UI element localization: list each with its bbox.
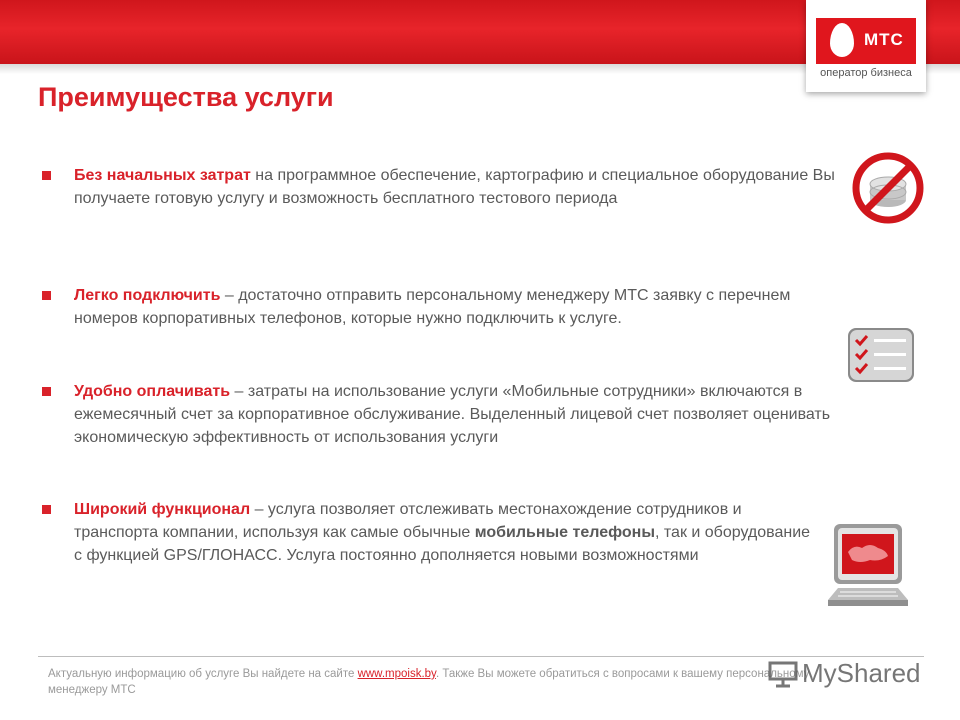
benefit-item — [42, 498, 812, 567]
benefit-item — [42, 164, 842, 210]
benefit-bold: мобильные телефоны — [474, 524, 655, 541]
benefit-highlight: Широкий функционал — [74, 501, 251, 518]
logo-tagline: оператор бизнеса — [820, 67, 912, 79]
bullet-icon — [42, 171, 51, 180]
watermark — [768, 658, 921, 689]
bullet-icon — [42, 387, 51, 396]
bullet-icon — [42, 505, 51, 514]
benefit-text — [74, 380, 892, 449]
benefit-text — [74, 498, 812, 567]
no-cost-icon — [848, 148, 928, 233]
benefit-highlight: Легко подключить — [74, 287, 221, 304]
footer-text: . Также Вы можете обратиться с вопросами к вашему персональному менеджеру МТС — [48, 668, 810, 696]
benefit-text — [74, 284, 842, 330]
laptop-map-icon — [826, 522, 910, 619]
bullet-icon — [42, 291, 51, 300]
checklist-icon — [846, 326, 916, 389]
benefit-body: – услуга позволяет отслеживать местонахождение сотрудников и транспорта компании, используя как самые обычные — [74, 501, 742, 541]
mts-logo — [806, 0, 926, 92]
logo-red-block — [816, 18, 916, 64]
benefit-highlight: Без начальных затрат — [74, 167, 251, 184]
benefit-item — [42, 380, 892, 449]
benefit-body: – достаточно отправить персональному менеджеру МТС заявку с перечнем номеров корпоративных телефонов, которые нужно подключить к услуге. — [74, 287, 791, 327]
watermark-text: MyShared — [802, 658, 921, 688]
benefit-body: – затраты на использование услуги «Мобильные сотрудники» включаются в ежемесячный счет за корпоративное обслуживание. Выделенный лицевой счет позволяет оценивать экономическую эффективность от использования услуги — [74, 383, 831, 446]
benefit-text — [74, 164, 842, 210]
benefit-body: , так и оборудование с функцией GPS/ГЛОНАСС. Услуга постоянно дополняется новыми возможностями — [74, 524, 811, 564]
footer-divider — [38, 656, 924, 657]
website-link[interactable]: www.mpoisk.by — [357, 668, 436, 680]
footer-text: Актуальную информацию об услуге Вы найдете на сайте — [48, 668, 358, 680]
benefit-item — [42, 284, 842, 330]
page-title: Преимущества услуги — [38, 82, 334, 112]
logo-brand: МТС — [864, 30, 904, 49]
benefit-body: на программное обеспечение, картографию и специальное оборудование Вы получаете готовую услугу и возможность бесплатного тестового периода — [74, 167, 835, 207]
benefit-highlight: Удобно оплачивать — [74, 383, 231, 400]
footer-note — [48, 666, 848, 698]
presentation-icon — [768, 660, 798, 688]
egg-icon — [830, 23, 854, 57]
